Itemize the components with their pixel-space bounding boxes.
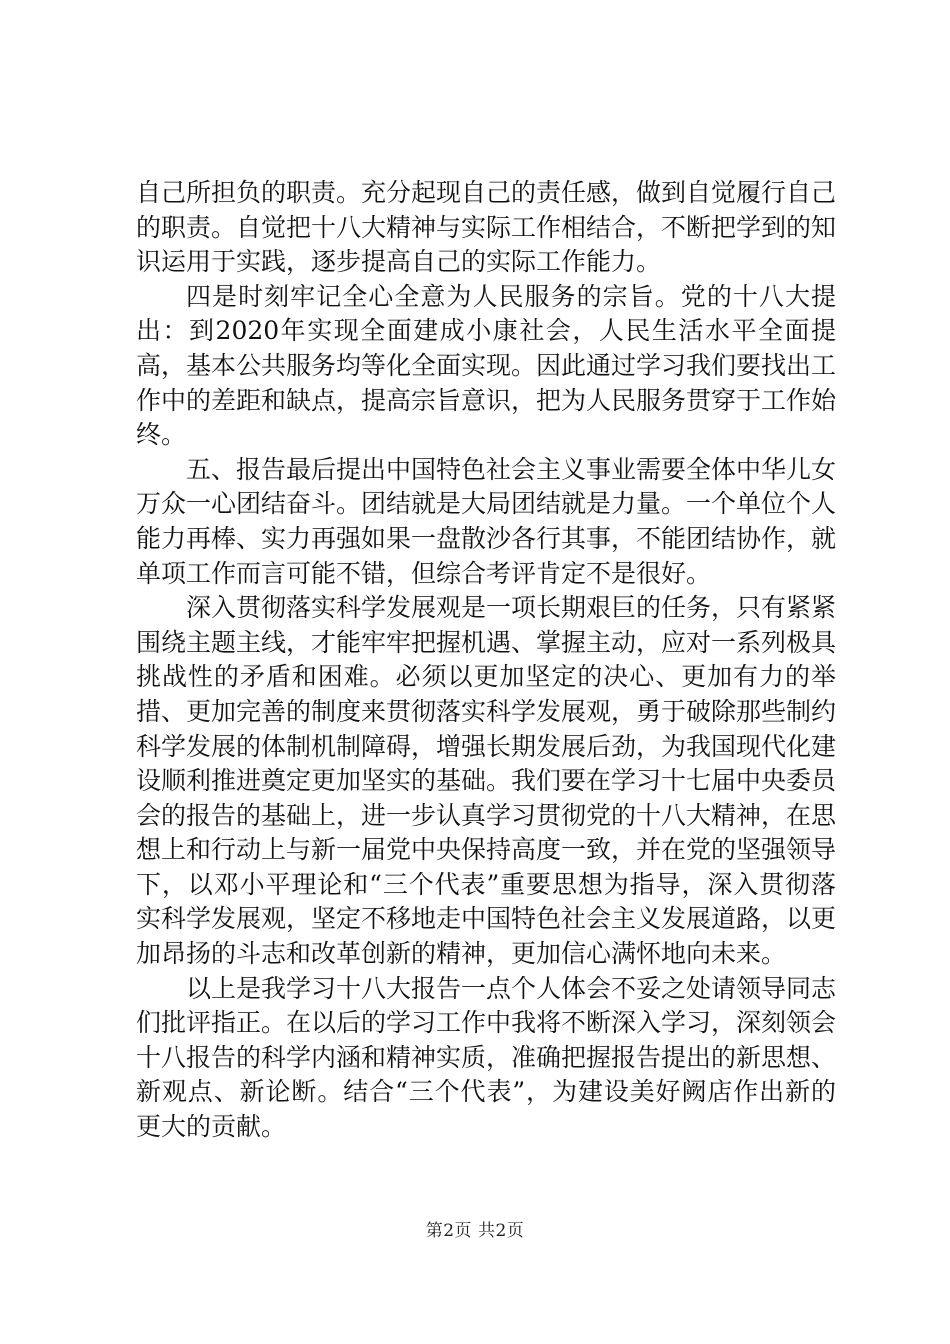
paragraph-continuation: 自己所担负的职责。充分起现自己的责任感，做到自觉履行自己的职责。自觉把十八大精神与实际工作相结合，不断把学到的知识运用于实践，逐步提高自己的实际工作能力。 (136, 178, 837, 277)
paragraph-unity: 五、报告最后提出中国特色社会主义事业需要全体中华儿女万众一心团结奋斗。团结就是大局团结就是力量。一个单位个人能力再棒、实力再强如果一盘散沙各行其事，不能团结协作，就单项工作而言可能不错，但综合考评肯定不是很好。 (136, 454, 837, 588)
page-number-footer: 第2页 共2页 (425, 1221, 525, 1241)
paragraph-service-purpose: 四是时刻牢记全心全意为人民服务的宗旨。党的十八大提出：到2020年实现全面建成小康社会，人民生活水平全面提高，基本公共服务均等化全面实现。因此通过学习我们要找出工作中的差距和缺点，提高宗旨意识，把为人民服务贯穿于工作始终。 (136, 281, 837, 450)
document-body (136, 176, 836, 1145)
paragraph-scientific-development: 深入贯彻落实科学发展观是一项长期艰巨的任务，只有紧紧围绕主题主线，才能牢牢把握机遇、掌握主动，应对一系列极具挑战性的矛盾和困难。必须以更加坚定的决心、更加有力的举措、更加完善的制度来贯彻落实科学发展观，勇于破除那些制约科学发展的体制机制障碍，增强长期发展后劲，为我国现代化建设顺利推进奠定更加坚实的基础。我们要在学习十七届中央委员会的报告的基础上，进一步认真学习贯彻党的十八大精神，在思想上和行动上与新一届党中央保持高度一致，并在党的坚强领导下，以邓小平理论和“三个代表”重要思想为指导，深入贯彻落实科学发展观，坚定不移地走中国特色社会主义发展道路，以更加昂扬的斗志和改革创新的精神，更加信心满怀地向未来。 (136, 593, 837, 969)
paragraph-conclusion: 以上是我学习十八大报告一点个人体会不妥之处请领导同志们批评指正。在以后的学习工作中我将不断深入学习，深刻领会十八报告的科学内涵和精神实质，准确把握报告提出的新思想、新观点、新论断。结合“三个代表”，为建设美好阙店作出新的更大的贡献。 (136, 973, 837, 1142)
